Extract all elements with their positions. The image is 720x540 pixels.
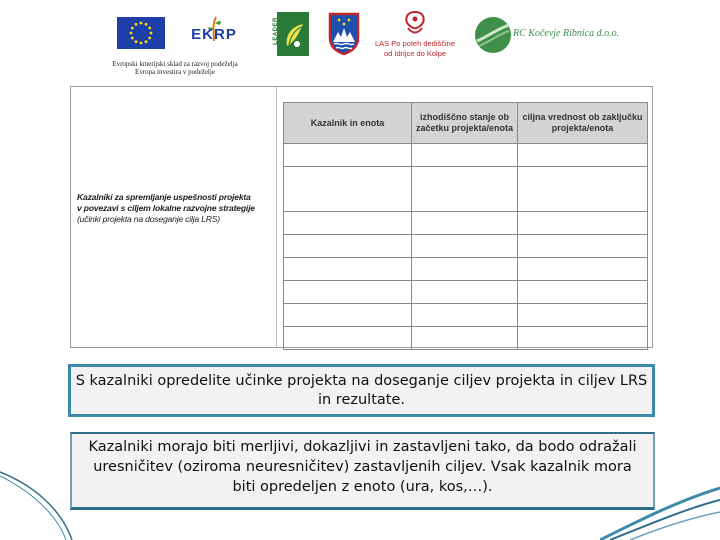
leader-text: LEADER <box>272 17 279 45</box>
table-row <box>284 304 648 327</box>
table-header-row <box>284 103 648 144</box>
table-header-cell: izhodiščno stanje ob začetku projekta/enota <box>412 103 518 144</box>
indicator-table <box>283 102 648 350</box>
las-line2: od Idrijce do Kolpe <box>383 49 447 58</box>
instruction-text-2: Kazalniki morajo biti merljivi, dokazljivi in zastavljeni tako, da bodo odražali uresničitev (oziroma neuresničitev) zastavljenih ciljev. Vsak kazalnik mora biti opredeljen z enoto (ura, kos,…). <box>88 439 637 495</box>
rc-text: RC Kočevje Ribnica d.o.o. <box>513 28 620 39</box>
ekrp-logo <box>188 13 240 53</box>
table-row <box>284 258 648 281</box>
rc-globe-icon <box>473 15 513 55</box>
caption-line2: Evropa investira v podeželje <box>135 68 215 76</box>
las-logo <box>370 8 460 60</box>
logo-strip <box>0 0 720 60</box>
table-row <box>284 144 648 167</box>
instruction-text-1: S kazalniki opredelite učinke projekta na doseganje ciljev projekta in ciljev LRS in rezultate. <box>75 373 648 408</box>
instruction-box-1 <box>68 364 655 417</box>
decorative-swoosh-left <box>0 470 90 540</box>
table-row <box>284 235 648 258</box>
table-row <box>284 167 648 212</box>
table-header-cell: ciljna vrednost ob zaključku projekta/enota <box>518 103 648 144</box>
form-row-label <box>77 192 257 225</box>
slovenia-coat-of-arms-logo <box>328 12 360 56</box>
las-emblem-icon <box>370 8 460 38</box>
form-label-bold: Kazalniki za spremljanje uspešnosti projekta v povezavi s ciljem lokalne razvojne strategije <box>77 192 255 213</box>
table-row <box>284 212 648 235</box>
rc-kocevje-logo <box>473 15 633 55</box>
eu-flag-logo <box>117 17 165 49</box>
table-row <box>284 327 648 350</box>
indicator-form-image <box>70 86 653 348</box>
instruction-box-2 <box>70 432 655 510</box>
form-divider <box>276 87 277 347</box>
logo-caption <box>100 60 250 76</box>
decorative-swoosh-right <box>600 480 720 540</box>
ekrp-text: EKRP <box>191 26 237 43</box>
las-line1: LAS Po poteh dediščine <box>374 39 456 48</box>
caption-line1: Evropski kmetijski sklad za razvoj podeželja <box>112 60 238 68</box>
form-label-normal: (učinki projekta na doseganje cilja LRS) <box>77 214 220 224</box>
table-row <box>284 281 648 304</box>
table-header-cell: Kazalnik in enota <box>284 103 412 144</box>
